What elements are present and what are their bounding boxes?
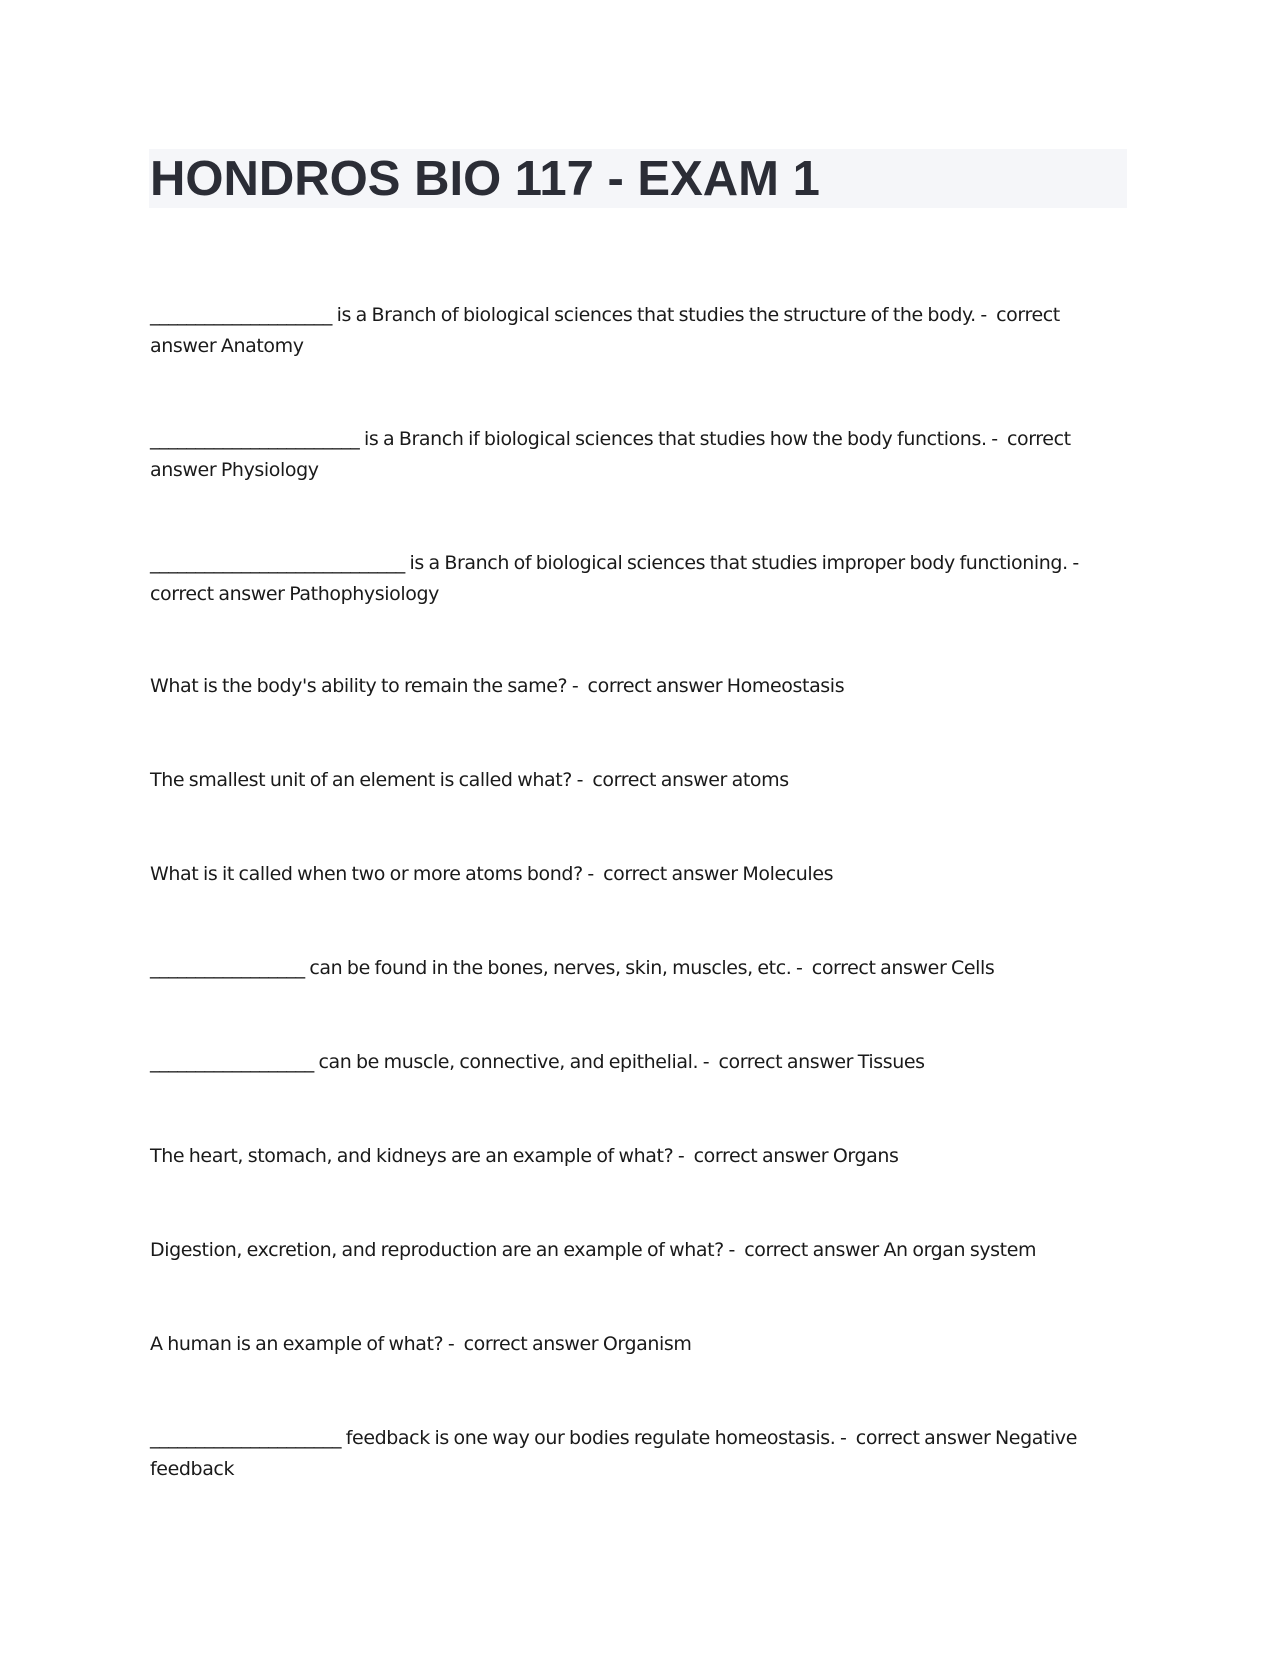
question-item: [150, 765, 1130, 796]
page-title: HONDROS BIO 117 - EXAM 1: [150, 152, 820, 206]
question-text: ____________________ is a Branch of biological sciences that studies the structure of the body. - correct answer Anatomy: [150, 304, 1065, 357]
question-text: _____________________ feedback is one way our bodies regulate homeostasis. - correct answer Negative feedback: [150, 1427, 1082, 1480]
question-text: _______________________ is a Branch if biological sciences that studies how the body functions. - correct answer Physiology: [150, 428, 1076, 481]
question-item: [150, 671, 1130, 702]
question-item: [150, 300, 1130, 362]
question-text: _________________ can be found in the bones, nerves, skin, muscles, etc. - correct answer Cells: [150, 957, 995, 979]
question-text: ____________________________ is a Branch of biological sciences that studies improper body functioning. - correct answer Pathophysiology: [150, 552, 1089, 605]
question-item: [150, 1141, 1130, 1172]
question-item: [150, 1235, 1130, 1266]
question-item: [150, 424, 1130, 486]
question-text: A human is an example of what? - correct answer Organism: [150, 1333, 692, 1355]
question-text: What is it called when two or more atoms bond? - correct answer Molecules: [150, 863, 834, 885]
question-item: [150, 859, 1130, 890]
question-text: __________________ can be muscle, connective, and epithelial. - correct answer Tissues: [150, 1051, 925, 1073]
question-item: [150, 1329, 1130, 1360]
question-text: The smallest unit of an element is called what? - correct answer atoms: [150, 769, 789, 791]
question-item: [150, 1423, 1130, 1485]
question-item: [150, 953, 1130, 984]
question-text: Digestion, excretion, and reproduction are an example of what? - correct answer An organ system: [150, 1239, 1037, 1261]
question-text: What is the body's ability to remain the same? - correct answer Homeostasis: [150, 675, 845, 697]
question-item: [150, 548, 1130, 610]
question-item: [150, 1047, 1130, 1078]
question-text: The heart, stomach, and kidneys are an example of what? - correct answer Organs: [150, 1145, 899, 1167]
